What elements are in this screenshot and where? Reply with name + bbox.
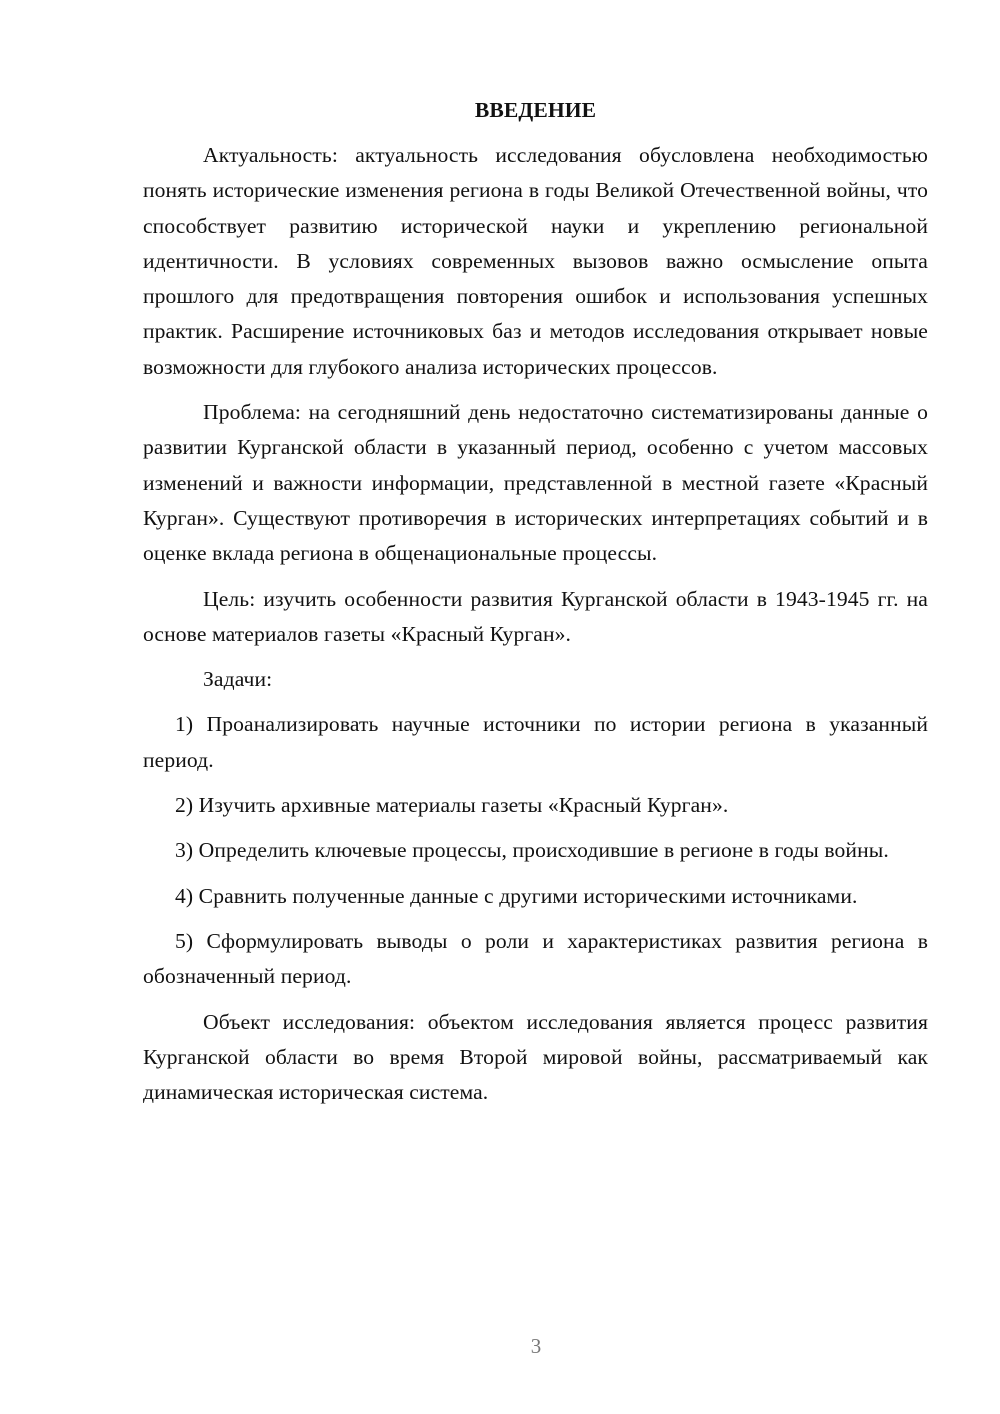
- task-item-5: 5) Сформулировать выводы о роли и характеристиках развития региона в обозначенный период.: [143, 928, 928, 989]
- task-item-2: 2) Изучить архивные материалы газеты «Красный Курган».: [175, 793, 729, 818]
- object-paragraph: Объект исследования: объектом исследования является процесс развития Курганской области во время Второй мировой войны, рассматриваемый как динамическая историческая система.: [143, 1009, 928, 1105]
- goal-paragraph: Цель: изучить особенности развития Курганской области в 1943-1945 гг. на основе материалов газеты «Красный Курган».: [143, 586, 928, 646]
- problem-paragraph: Проблема: на сегодняшний день недостаточно систематизированы данные о развитии Курганской области в указанный период, особенно с учетом массовых изменений и важности информации, представленной в местной газете «Красный Курган». Существуют противоречия в исторических интерпретациях событий и в оценке вклада региона в общенациональные процессы.: [143, 400, 928, 566]
- section-title: ВВЕДЕНИЕ: [474, 98, 597, 122]
- page-number: 3: [530, 1334, 542, 1358]
- task-item-4: 4) Сравнить полученные данные с другими историческими источниками.: [175, 883, 858, 908]
- tasks-heading: Задачи:: [203, 667, 273, 692]
- relevance-paragraph: Актуальность: актуальность исследования обусловлена необходимостью понять исторические изменения региона в годы Великой Отечественной войны, что способствует развитию исторической науки и укреплению региональной идентичности. В условиях современных вызовов важно осмысление опыта прошлого для предотвращения повторения ошибок и использования успешных практик. Расширение источниковых баз и методов исследования открывает новые возможности для глубокого анализа исторических процессов.: [143, 143, 928, 379]
- page-content: [143, 95, 928, 1110]
- task-item-1: 1) Проанализировать научные источники по истории региона в указанный период.: [143, 712, 928, 772]
- task-item-3: 3) Определить ключевые процессы, происходившие в регионе в годы войны.: [175, 838, 889, 863]
